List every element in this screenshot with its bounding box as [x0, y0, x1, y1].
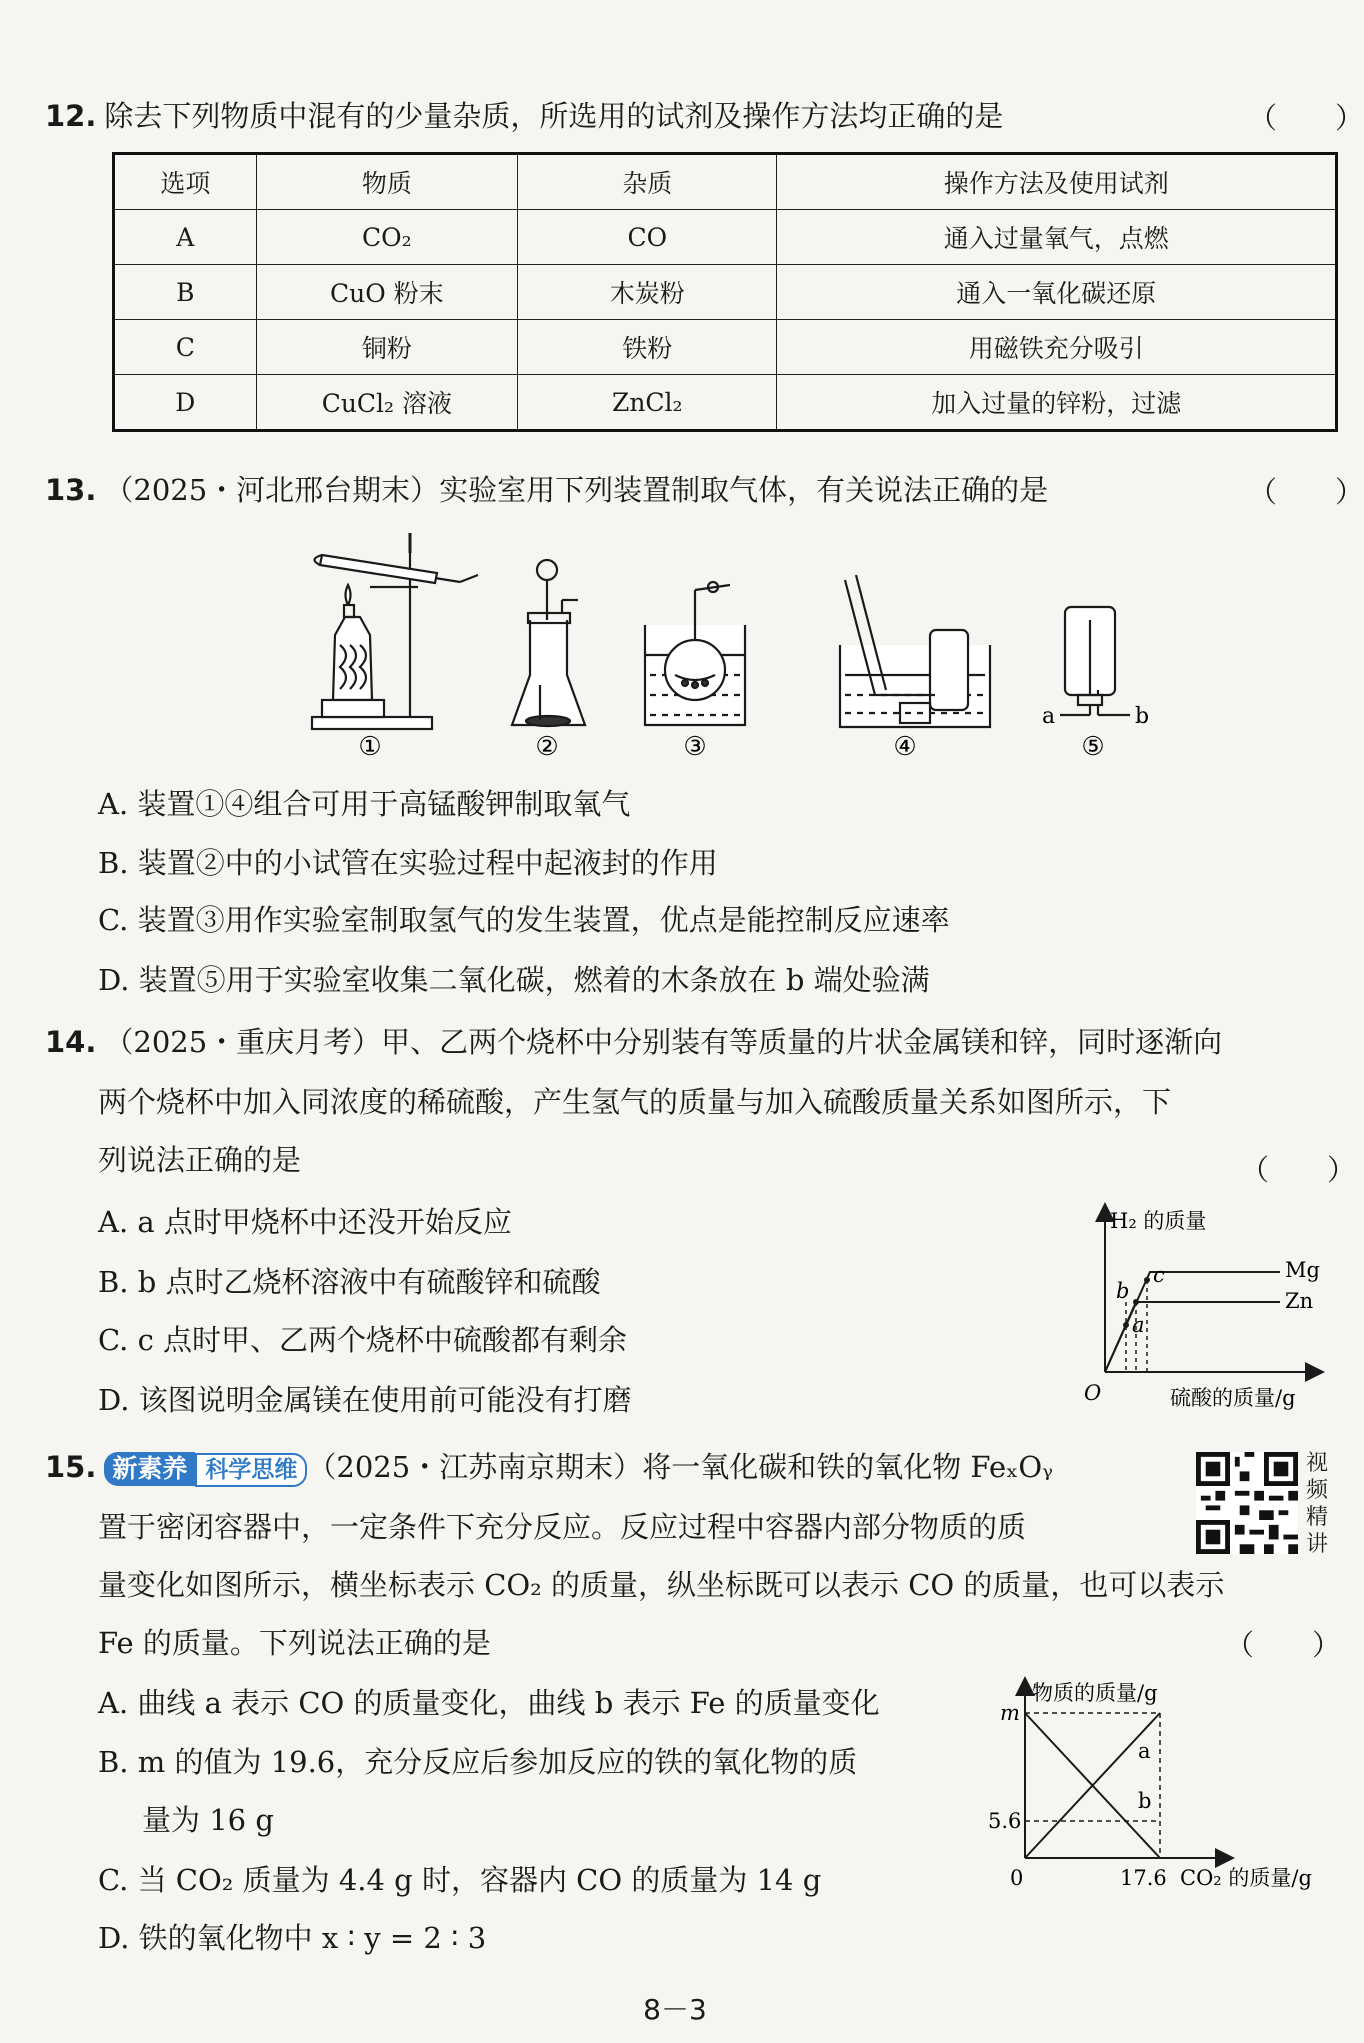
- table-cell: 铜粉: [256, 320, 517, 375]
- option-d: D. 该图说明金属镁在使用前可能没有打磨: [98, 1383, 632, 1417]
- question-15: [45, 1447, 1053, 1487]
- table-header-cell: 物质: [256, 154, 517, 210]
- y-axis-label: 物质的质量/g: [1032, 1681, 1158, 1705]
- question-number: 12.: [45, 99, 97, 133]
- point-a: [1123, 1322, 1129, 1328]
- badge-new-literacy: 新素养: [104, 1452, 195, 1486]
- point-label-b: b: [1116, 1279, 1130, 1303]
- port-label-a: a: [1042, 704, 1056, 729]
- question-number: 14.: [45, 1025, 97, 1059]
- legend-mg: Mg: [1285, 1258, 1320, 1282]
- table-cell: ZnCl₂: [518, 375, 777, 431]
- qr-code-icon[interactable]: [1196, 1452, 1298, 1554]
- curve-label-a: a: [1138, 1739, 1151, 1763]
- table-header-row: [114, 154, 1337, 210]
- answer-parenthesis: （ ）: [1225, 1628, 1342, 1662]
- question-stem-line: （2025・重庆月考）甲、乙两个烧杯中分别装有等质量的片状金属镁和锌，同时逐渐向: [104, 1025, 1223, 1059]
- answer-parenthesis: （ ）: [1248, 475, 1364, 509]
- option-c: C. 当 CO₂ 质量为 4.4 g 时，容器内 CO 的质量为 14 g: [98, 1863, 822, 1897]
- table-row: [114, 320, 1337, 375]
- table-row: [114, 210, 1337, 265]
- option-c: C. c 点时甲、乙两个烧杯中硫酸都有剩余: [98, 1323, 628, 1357]
- answer-parenthesis: （ ）: [1248, 101, 1364, 135]
- option-b: B. m 的值为 19.6，充分反应后参加反应的铁的氧化物的质: [98, 1745, 858, 1779]
- y-tick-56: 5.6: [988, 1809, 1022, 1833]
- table-cell: A: [114, 210, 257, 265]
- x-axis-label: 硫酸的质量/g: [1170, 1386, 1296, 1410]
- apparatus-3-beaker-bulb: [645, 582, 745, 725]
- table-header-cell: 选项: [114, 154, 257, 210]
- question-stem: （2025・河北邢台期末）实验室用下列装置制取气体，有关说法正确的是: [104, 473, 1049, 507]
- legend-zn: Zn: [1285, 1289, 1314, 1313]
- question-stem-line: 置于密闭容器中，一定条件下充分反应。反应过程中容器内部分物质的质: [98, 1510, 1027, 1544]
- apparatus-label: ③: [683, 732, 707, 762]
- table-cell: CO₂: [256, 210, 517, 265]
- option-b-continued: 量为 16 g: [142, 1803, 274, 1837]
- apparatus-5-inverted-bottle: [1060, 607, 1130, 715]
- table-cell: CuO 粉末: [256, 265, 517, 320]
- option-b: B. b 点时乙烧杯溶液中有硫酸锌和硫酸: [98, 1265, 601, 1299]
- option-a: A. a 点时甲烧杯中还没开始反应: [98, 1205, 512, 1239]
- question-stem-line: 列说法正确的是: [98, 1143, 302, 1177]
- question-number: 15.: [45, 1450, 97, 1484]
- point-c: [1144, 1277, 1150, 1283]
- table-cell: 通入过量氧气，点燃: [777, 210, 1337, 265]
- point-b: [1133, 1299, 1139, 1305]
- hydrogen-mass-chart: [1080, 1200, 1340, 1415]
- question-stem-line: 量变化如图所示，横坐标表示 CO₂ 的质量，纵坐标既可以表示 CO 的质量，也可以表示: [98, 1568, 1225, 1602]
- y-tick-m: m: [1000, 1701, 1020, 1725]
- page-number: 8－3: [643, 1993, 707, 2026]
- apparatus-label: ①: [358, 732, 382, 762]
- question-14: [45, 1022, 1222, 1062]
- question-stem: 除去下列物质中混有的少量杂质，所选用的试剂及操作方法均正确的是: [104, 99, 1004, 133]
- origin-label: O: [1084, 1381, 1102, 1405]
- video-explanation-label[interactable]: 视频精讲: [1306, 1451, 1329, 1557]
- table-cell: D: [114, 375, 257, 431]
- option-c: C. 装置③用作实验室制取氢气的发生装置，优点是能控制反应速率: [98, 903, 950, 937]
- badge-scientific-thinking: 科学思维: [195, 1453, 307, 1487]
- answer-parenthesis: （ ）: [1240, 1153, 1357, 1187]
- table-header-cell: 操作方法及使用试剂: [777, 154, 1337, 210]
- table-row: [114, 375, 1337, 431]
- apparatus-2-conical-flask: [512, 560, 585, 726]
- apparatus-4-water-trough: [840, 575, 990, 727]
- table-cell: 通入一氧化碳还原: [777, 265, 1337, 320]
- table-cell: CuCl₂ 溶液: [256, 375, 517, 431]
- table-cell: C: [114, 320, 257, 375]
- apparatus-figure: [300, 525, 1160, 770]
- impurity-table: [112, 152, 1338, 432]
- x-axis-label: CO₂ 的质量/g: [1180, 1866, 1312, 1890]
- question-stem-line: Fe 的质量。下列说法正确的是: [98, 1626, 491, 1660]
- table-cell: CO: [518, 210, 777, 265]
- option-a: A. 曲线 a 表示 CO 的质量变化，曲线 b 表示 Fe 的质量变化: [98, 1686, 880, 1720]
- table-header-cell: 杂质: [518, 154, 777, 210]
- apparatus-1-test-tube-heating: [312, 533, 478, 729]
- apparatus-label: ②: [535, 732, 559, 762]
- table-cell: 铁粉: [518, 320, 777, 375]
- option-a: A. 装置①④组合可用于高锰酸钾制取氧气: [98, 787, 631, 821]
- table-cell: 用磁铁充分吸引: [777, 320, 1337, 375]
- apparatus-label: ⑤: [1081, 732, 1105, 762]
- point-label-c: c: [1153, 1263, 1165, 1287]
- point-label-a: a: [1132, 1313, 1145, 1337]
- port-label-b: b: [1135, 704, 1150, 729]
- question-12: [45, 96, 1003, 136]
- curve-label-b: b: [1138, 1789, 1152, 1813]
- question-number: 13.: [45, 473, 97, 507]
- question-13: [45, 470, 1048, 510]
- option-d: D. 装置⑤用于实验室收集二氧化碳，燃着的木条放在 b 端处验满: [98, 963, 930, 997]
- apparatus-label: ④: [893, 732, 917, 762]
- co-fe-mass-chart: [980, 1678, 1335, 1898]
- table-cell: 加入过量的锌粉，过滤: [777, 375, 1337, 431]
- y-axis-label: H₂ 的质量: [1110, 1209, 1207, 1233]
- table-cell: 木炭粉: [518, 265, 777, 320]
- option-b: B. 装置②中的小试管在实验过程中起液封的作用: [98, 846, 718, 880]
- x-tick-176: 17.6: [1120, 1866, 1167, 1890]
- option-d: D. 铁的氧化物中 x ∶ y = 2 ∶ 3: [98, 1921, 487, 1955]
- origin-label: 0: [1010, 1866, 1024, 1890]
- table-row: [114, 265, 1337, 320]
- table-cell: B: [114, 265, 257, 320]
- question-stem-line: 两个烧杯中加入同浓度的稀硫酸，产生氢气的质量与加入硫酸质量关系如图所示，下: [98, 1085, 1172, 1119]
- question-stem-first: （2025・江苏南京期末）将一氧化碳和铁的氧化物 FeₓOᵧ: [307, 1450, 1054, 1484]
